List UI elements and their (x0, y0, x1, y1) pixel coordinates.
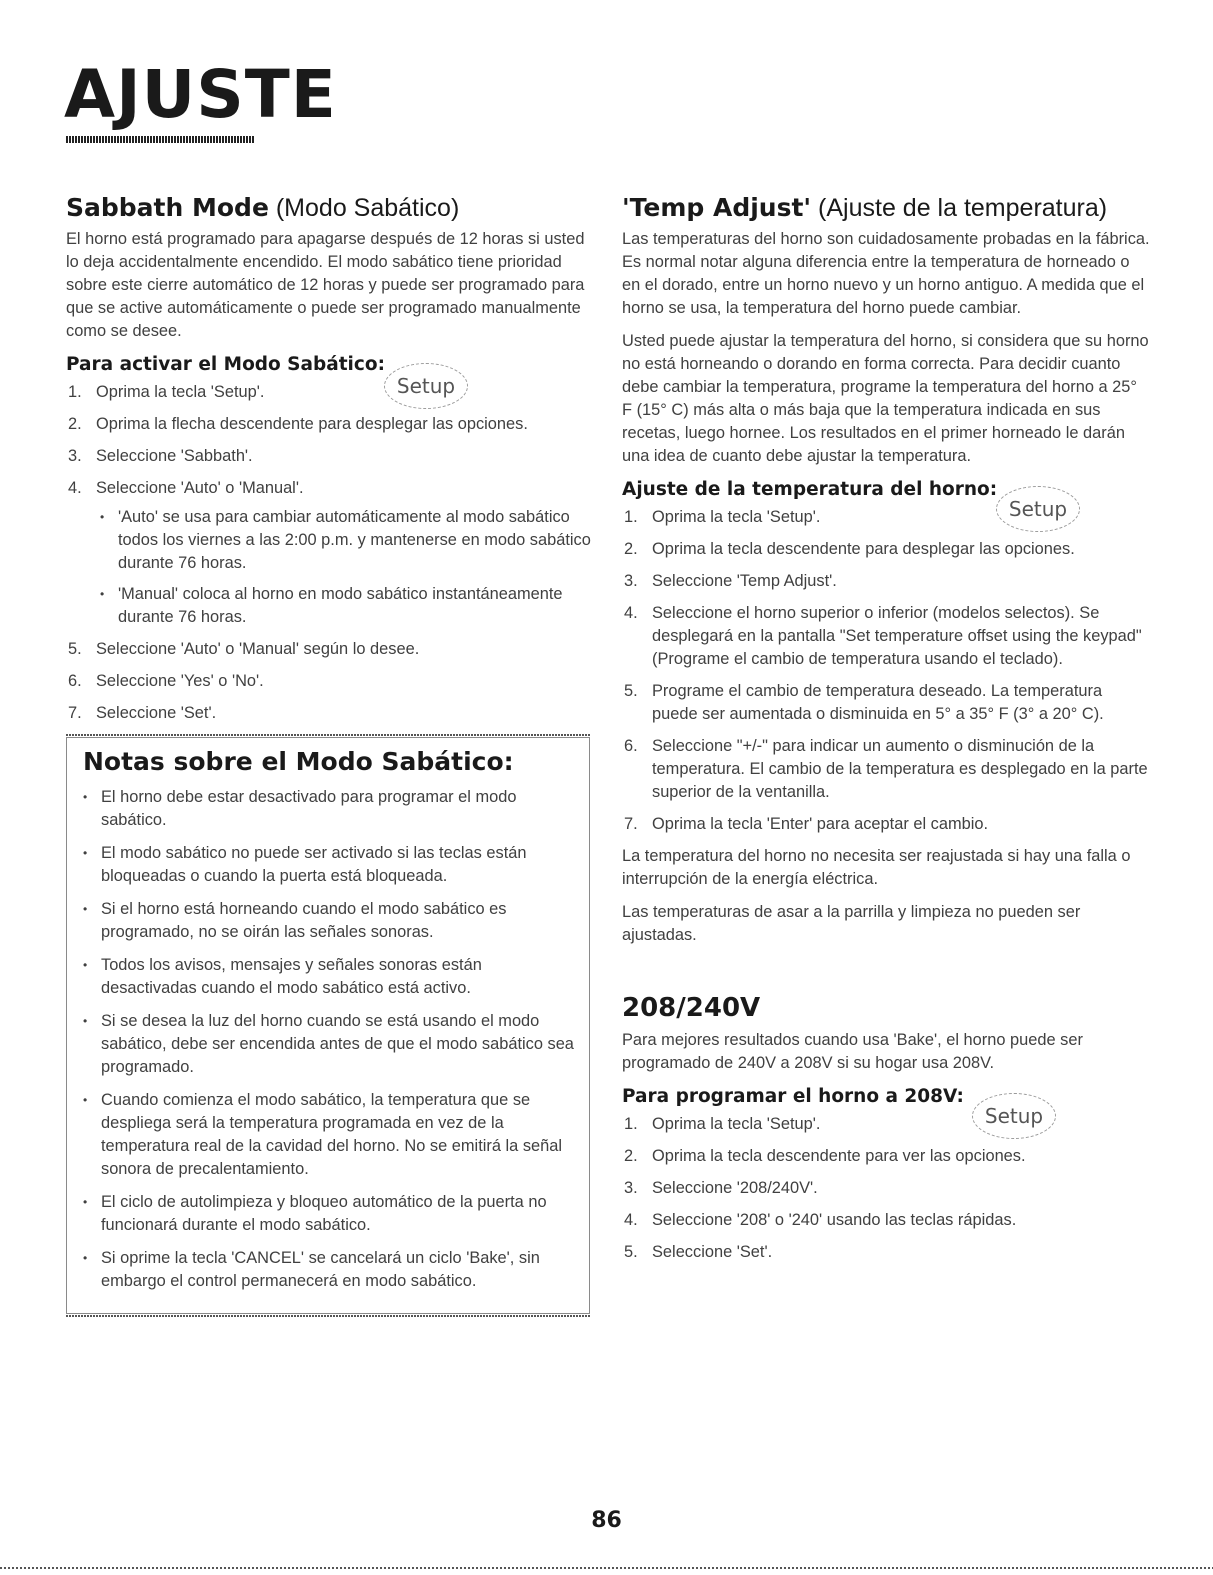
bottom-rule (0, 1567, 1213, 1569)
temp-para-1: Las temperaturas del horno son cuidadosamente probadas en la fábrica. Es normal notar alguna diferencia entre la temperatura de horneado o en el dorado, entre un horno nuevo y un horno antiguo. A medida que el horno se usa, la temperatura del horno puede cambiar. (622, 230, 1150, 317)
list-item: 1. Oprima la tecla 'Setup'. (624, 1115, 821, 1133)
list-item: • El modo sabático no puede ser activado si las teclas están bloqueadas o cuando la puerta está bloqueada. (83, 842, 577, 888)
list-item: 3. Seleccione '208/240V'. (624, 1179, 818, 1197)
sabbath-heading-en: Sabbath Mode (66, 193, 269, 222)
temp-para-2: Usted puede ajustar la temperatura del horno, si considera que su horno no está horneando o dorando en forma correcta. Para decidir cuanto debe cambiar la temperatura, programe la temperatura del horno a 25° F (15° C) más alta o más baja que la temperatura indicada en sus recetas, luego hornee. Los resultados en el primer horneado le darán una idea de cuanto debe ajustar la temperatura. (622, 332, 1149, 465)
sabbath-heading-es: (Modo Sabático) (275, 194, 460, 222)
list-item: 3. Seleccione 'Temp Adjust'. (624, 572, 837, 590)
section-spacer (622, 957, 1150, 993)
list-item: 7. Oprima la tecla 'Enter' para aceptar el cambio. (624, 815, 989, 833)
list-item: 2. Oprima la tecla descendente para ver las opciones. (624, 1147, 1026, 1165)
list-item: • El horno debe estar desactivado para programar el modo sabático. (83, 786, 577, 832)
notes-title: Notas sobre el Modo Sabático: (83, 747, 514, 776)
v208-intro: Para mejores resultados cuando usa 'Bake', el horno puede ser programado de 240V a 208V si su hogar usa 208V. (622, 1031, 1083, 1072)
left-column (66, 192, 592, 1314)
list-item: • Si se desea la luz del horno cuando se está usando el modo sabático, debe ser encendida antes de que el modo sabático sea programado. (83, 1010, 577, 1079)
temp-para-3: La temperatura del horno no necesita ser reajustada si hay una falla o interrupción de la energía eléctrica. (622, 847, 1131, 888)
list-item: 2. Oprima la flecha descendente para desplegar las opciones. (68, 415, 528, 433)
list-item: 5. Seleccione 'Auto' o 'Manual' según lo desee. (68, 640, 420, 658)
notes-list (83, 786, 577, 1293)
temp-heading-en: 'Temp Adjust' (622, 193, 812, 222)
list-item: • Cuando comienza el modo sabático, la temperatura que se despliega será la temperatura programada en vez de la temperatura real de la cavidad del horno. No se emitirá la señal sonora de precalentamiento. (83, 1089, 577, 1181)
title-rule (66, 136, 254, 143)
temp-steps (622, 506, 1150, 836)
step4-bullets (96, 506, 592, 629)
list-item: • El ciclo de autolimpieza y bloqueo automático de la puerta no funcionará durante el modo sabático. (83, 1191, 577, 1237)
v208-steps (622, 1113, 1150, 1264)
right-column (622, 192, 1150, 1273)
list-item: 7. Seleccione 'Set'. (68, 704, 217, 722)
v208-subheading: Para programar el horno a 208V: (622, 1086, 964, 1107)
v208-heading: 208/240V (622, 993, 761, 1023)
list-item: 1. Oprima la tecla 'Setup'. (624, 508, 821, 526)
temp-para-4: Las temperaturas de asar a la parrilla y limpieza no pueden ser ajustadas. (622, 903, 1081, 944)
list-item: 4. Seleccione 'Auto' o 'Manual'. • 'Auto' se usa para cambiar automáticamente al modo sabático todos los viernes a las 2:00 p.m. y mantenerse en modo sabático durante 76 horas. • 'Manual' coloca al horno en modo sabático instantáneamente durante 76 horas. (66, 477, 592, 629)
sabbath-heading (66, 192, 592, 224)
list-item: 5. Seleccione 'Set'. (624, 1243, 773, 1261)
page-number: 86 (591, 1508, 622, 1533)
list-item: 6. Seleccione "+/-" para indicar un aumento o disminución de la temperatura. El cambio de la temperatura es desplegado en la parte superior de la ventanilla. (624, 737, 1148, 801)
list-item: 4. Seleccione '208' o '240' usando las teclas rápidas. (624, 1211, 1017, 1229)
sabbath-steps (66, 381, 592, 725)
setup-key-icon: Setup (996, 486, 1080, 532)
list-item: • Si oprime la tecla 'CANCEL' se cancelará un ciclo 'Bake', sin embargo el control permanecerá en modo sabático. (83, 1247, 577, 1293)
temp-subheading: Ajuste de la temperatura del horno: (622, 479, 998, 500)
list-item: • Si el horno está horneando cuando el modo sabático es programado, no se oirán las señales sonoras. (83, 898, 577, 944)
sabbath-subheading: Para activar el Modo Sabático: (66, 354, 385, 375)
list-item: 2. Oprima la tecla descendente para desplegar las opciones. (624, 540, 1075, 558)
list-item: 5. Programe el cambio de temperatura deseado. La temperatura puede ser aumentada o disminuida en 5° a 35° F (3° a 20° C). (624, 682, 1104, 723)
list-item: • 'Manual' coloca al horno en modo sabático instantáneamente durante 76 horas. (96, 583, 592, 629)
sabbath-notes-box (66, 737, 590, 1314)
list-item: • Todos los avisos, mensajes y señales sonoras están desactivadas cuando el modo sabático está activo. (83, 954, 577, 1000)
list-item: 4. Seleccione el horno superior o inferior (modelos selectos). Se desplegará en la pantalla "Set temperature offset using the keypad" (Programe el cambio de temperatura usando el teclado). (624, 604, 1142, 668)
list-item: 3. Seleccione 'Sabbath'. (68, 447, 253, 465)
sabbath-intro: El horno está programado para apagarse después de 12 horas si usted lo deja accidentalmente encendido. El modo sabático tiene prioridad sobre este cierre automático de 12 horas y puede ser programado para que se active automáticamente o puede ser programado manualmente como se desee. (66, 230, 585, 340)
list-item: 6. Seleccione 'Yes' o 'No'. (68, 672, 264, 690)
temp-heading-es: (Ajuste de la temperatura) (818, 194, 1108, 222)
setup-key-icon: Setup (972, 1093, 1056, 1139)
page-title: AJUSTE (64, 56, 337, 133)
list-item: 1. Oprima la tecla 'Setup'. (68, 383, 265, 401)
setup-key-icon: Setup (384, 363, 468, 409)
list-item: • 'Auto' se usa para cambiar automáticamente al modo sabático todos los viernes a las 2:00 p.m. y mantenerse en modo sabático durante 76 horas. (96, 506, 592, 575)
temp-heading (622, 192, 1150, 224)
